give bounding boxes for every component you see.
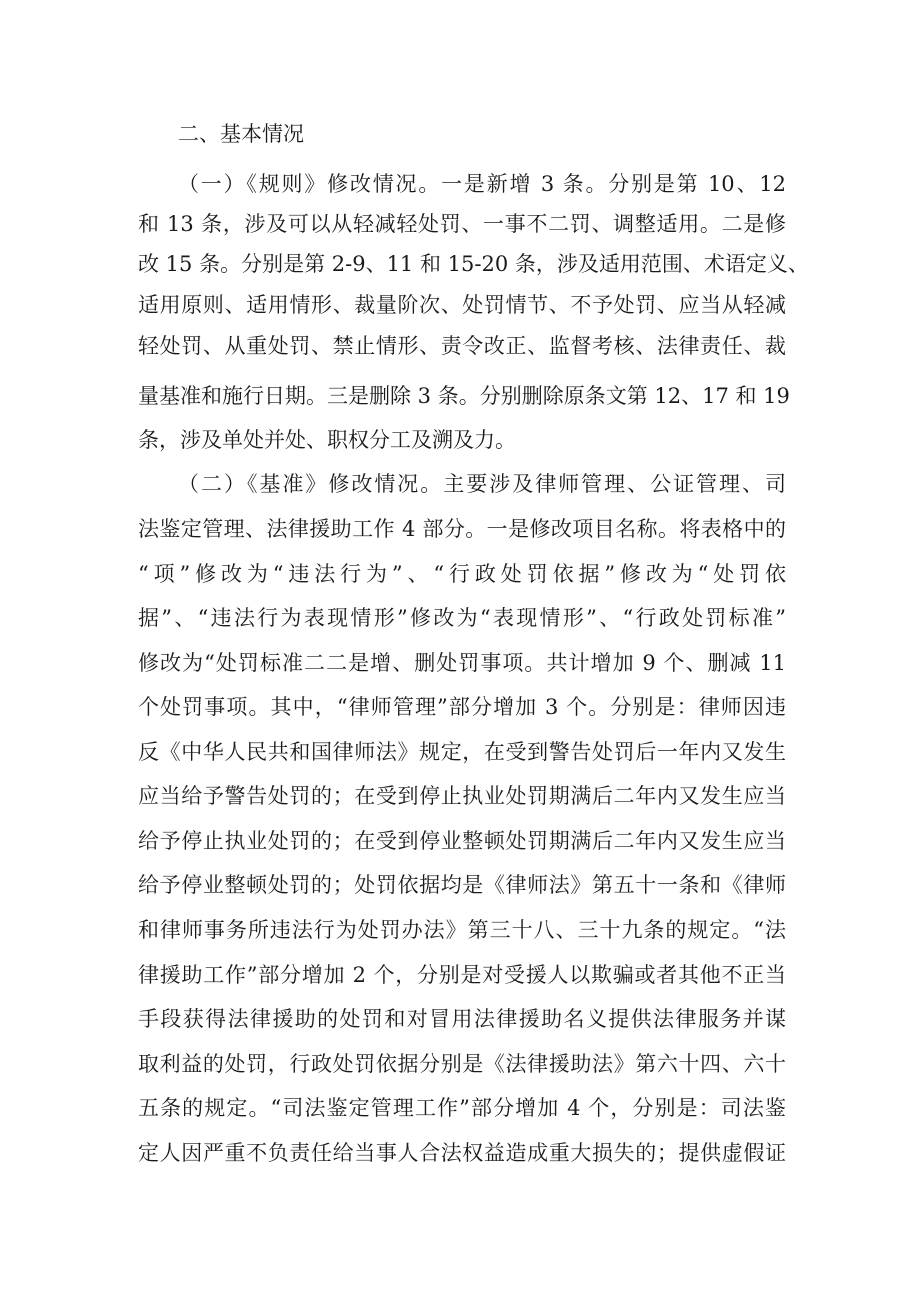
paragraph-line: 和律师事务所违法行为处罚办法》第三十八、三十九条的规定。“法 xyxy=(138,918,786,942)
paragraph-line: 改 15 条。分别是第 2-9、11 和 15-20 条，涉及适用范围、术语定义、 xyxy=(138,252,809,276)
paragraph-line: 反《中华人民共和国律师法》规定，在受到警告处罚后一年内又发生 xyxy=(138,740,786,764)
paragraph-line: 修改为“处罚标准二二是增、删处罚事项。共计增加 9 个、删减 11 xyxy=(138,651,786,675)
paragraph-line: 适用原则、适用情形、裁量阶次、处罚情节、不予处罚、应当从轻减 xyxy=(138,293,786,317)
paragraph-line: 条，涉及单处并处、职权分工及溯及力。 xyxy=(138,428,516,452)
paragraph-line: 据”、“违法行为表现情形”修改为“表现情形”、“行政处罚标准” xyxy=(138,606,786,630)
paragraph-line: （一）《规则》修改情况。一是新增 3 条。分别是第 10、12 xyxy=(178,172,786,196)
paragraph-line: 应当给予警告处罚的；在受到停止执业处罚期满后二年内又发生应当 xyxy=(138,784,786,808)
paragraph-line: 定人因严重不负责任给当事人合法权益造成重大损失的；提供虚假证 xyxy=(138,1141,786,1165)
paragraph-line: 取利益的处罚，行政处罚依据分别是《法律援助法》第六十四、六十 xyxy=(138,1052,786,1076)
paragraph-line: 五条的规定。“司法鉴定管理工作”部分增加 4 个，分别是：司法鉴 xyxy=(138,1096,786,1120)
paragraph-line: 给予停止执业处罚的；在受到停业整顿处罚期满后二年内又发生应当 xyxy=(138,829,786,853)
paragraph-line: “项”修改为“违法行为”、“行政处罚依据”修改为“处罚依 xyxy=(138,562,786,586)
paragraph-line: 律援助工作”部分增加 2 个，分别是对受援人以欺骗或者其他不正当 xyxy=(138,963,786,987)
paragraph-line: 个处罚事项。其中，“律师管理”部分增加 3 个。分别是：律师因违 xyxy=(138,695,786,719)
paragraph-line: 法鉴定管理、法律援助工作 4 部分。一是修改项目名称。将表格中的 xyxy=(138,517,786,541)
paragraph-line: 轻处罚、从重处罚、禁止情形、责令改正、监督考核、法律责任、裁 xyxy=(138,334,786,358)
section-heading: 二、基本情况 xyxy=(178,122,304,146)
paragraph-line: 和 13 条，涉及可以从轻减轻处罚、一事不二罚、调整适用。二是修 xyxy=(138,212,786,236)
paragraph-line: 手段获得法律援助的处罚和对冒用法律援助名义提供法律服务并谋 xyxy=(138,1007,786,1031)
paragraph-line: 给予停业整顿处罚的；处罚依据均是《律师法》第五十一条和《律师 xyxy=(138,873,786,897)
paragraph-line: 量基准和施行日期。三是删除 3 条。分别删除原条文第 12、17 和 19 xyxy=(138,384,790,408)
paragraph-line: （二）《基准》修改情况。主要涉及律师管理、公证管理、司 xyxy=(178,472,786,496)
